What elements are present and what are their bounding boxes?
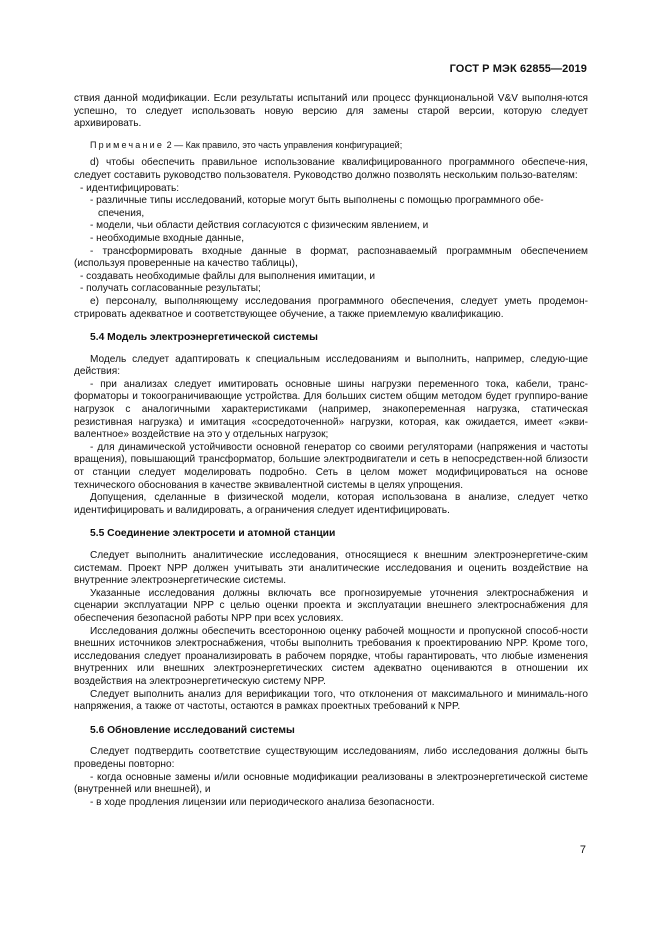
section-5-4-paragraph-3: - для динамической устойчивости основной генератор со своими регуляторами (напряжения и частоты вращения), повышающий трансформатор, большие электродвигатели и сеть в непосредствен-ной близости от станции следует моделировать подробно. Сеть в целом может модифицироваться на основе технического обоснования в качестве эквивалентной системы в целях упрощения. [74, 441, 588, 491]
item-d: d) чтобы обеспечить правильное использование квалифицированного программного обеспече-ния, следует составить руководство пользователя. Руководство должно позволять нескольким пользо-вателям: [74, 157, 588, 181]
section-5-5-heading: 5.5 Соединение электросети и атомной станции [90, 528, 336, 540]
bullet-get-results: - получать согласованные результаты; [80, 283, 261, 295]
section-5-6-heading: 5.6 Обновление исследований системы [90, 724, 295, 736]
note-2 [74, 139, 588, 152]
section-5-5-paragraph-4: Следует выполнить анализ для верификации того, что отклонения от максимального и минималь-ного напряжения, а также от частоты, остаются в рамках проектных требований к NPP. [74, 688, 588, 713]
section-5-5-paragraph-3: Исследования должны обеспечить всесторонною оценку рабочей мощности и пропускной способ-ности внешних источников электроснабжения, чтобы выполнить требования к проектированию NPP. Кроме того, исследования следует проанализировать в рабочем порядке, чтобы гарантировать, что любые изменения внутренних или внешних электроэнергетических систем адекватно оцениваются в отношении их воздействия на электроэнергетическую систему NPP. [74, 625, 588, 687]
bullet-study-types: - различные типы исследований, которые могут быть выполнены с помощью программного обе- [90, 195, 544, 207]
section-5-5-paragraph-2: Указанные исследования должны включать все прогнозируемые уточнения электроснабжения и сценарии эксплуатации NPP с целью оценки проекта и эксплуатации внешнего электроснабжения для обеспечения безопасной работы NPP при всех условиях. [74, 587, 588, 624]
section-5-6-bullet-2: - в ходе продления лицензии или периодического анализа безопасности. [90, 796, 435, 808]
section-5-6-paragraph-1: Следует подтвердить соответствие существующим исследованиям, либо исследования должны быть проведены повторно: [74, 746, 588, 770]
bullet-study-types-continued: спечения, [98, 207, 145, 219]
page-number: 7 [579, 844, 586, 856]
section-5-5-paragraph-1: Следует выполнить аналитические исследования, относящиеся к внешним электроэнергетиче-ским системам. Проект NPP должен учитывать эти аналитические исследования и оценить воздействие на внутренние электроэнергетические системы. [74, 550, 588, 587]
bullet-models: - модели, чьи области действия согласуются с физическим явлением, и [90, 220, 429, 232]
note-label: Примечание [90, 139, 165, 150]
standard-header: ГОСТ Р МЭК 62855—2019 [449, 63, 587, 75]
section-5-4-paragraph-1: Модель следует адаптировать к специальным исследованиям и выполнить, например, следую-щие действия: [74, 353, 588, 378]
note-text: 2 — Как правило, это часть управления конфигурацией; [164, 139, 403, 150]
intro-paragraph: ствия данной модификации. Если результаты испытаний или процесс функциональной V&V выполня-ются успешно, то следует использовать новую версию для замены старой версии, которую следует архивировать. [74, 93, 588, 130]
page-content [74, 93, 588, 809]
bullet-transform: - трансформировать входные данные в формат, распознаваемый программным обеспечением (используя проверенные на качество таблицы), [74, 245, 588, 270]
section-5-4-heading: 5.4 Модель электроэнергетической системы [90, 332, 318, 344]
bullet-identify: - идентифицировать: [80, 182, 180, 194]
section-5-6-bullet-1: - когда основные замены и/или основные модификации реализованы в электроэнергетической системе (внутренней или внешней), и [74, 771, 588, 796]
bullet-create-files: - создавать необходимые файлы для выполнения имитации, и [80, 270, 376, 282]
bullet-input-data: - необходимые входные данные, [90, 232, 245, 244]
item-e: e) персоналу, выполняющему исследования программного обеспечения, следует уметь продемон-стрировать адекватное и соответствующее обучение, а также приемлемую квалификацию. [74, 295, 588, 320]
section-5-4-paragraph-2: - при анализах следует имитировать основные шины нагрузки переменного тока, кабели, транс-форматоры и токоограничивающие устройства. Для больших систем общим методом будет группиро-вание нагрузок с аналогичными характеристиками (например, знакопеременная нагрузка, статическая резистивная нагрузка) и имитация «сосредоточенной» нагрузки, которая, как ожидается, имеет «экви-валентное» воздействие на это у отдельных нагрузок; [74, 378, 588, 441]
section-5-4-paragraph-4: Допущения, сделанные в физической модели, которая использована в анализе, следует четко идентифицировать и валидировать, а ограничения следует идентифицировать. [74, 492, 588, 516]
